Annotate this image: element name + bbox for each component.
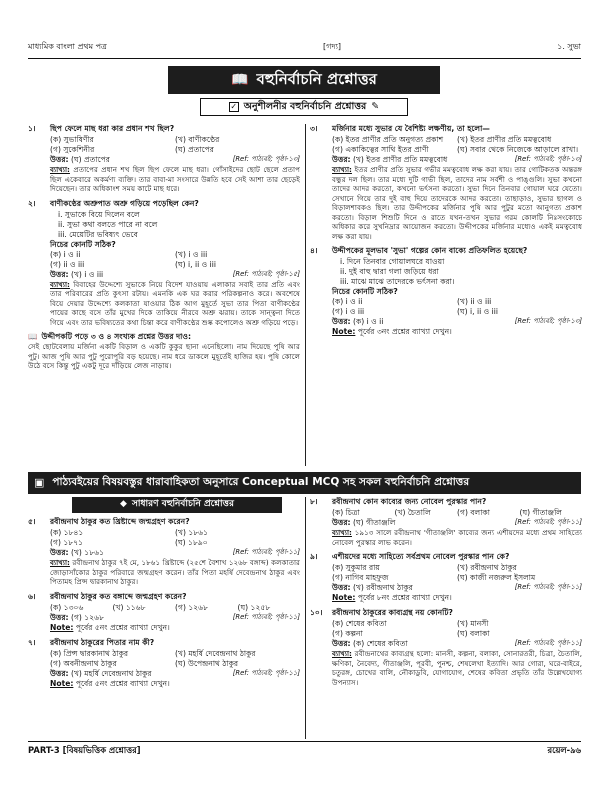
answer-line bbox=[310, 639, 582, 649]
question-text: রবীন্দ্রনাথ ঠাকুর কত বঙ্গাব্দে জন্মগ্রহণ করেন? bbox=[50, 591, 187, 601]
explanation bbox=[310, 165, 582, 241]
question-block bbox=[310, 246, 582, 337]
question-text: রবীন্দ্রনাথ ঠাকুরের পিতার নাম কী? bbox=[50, 637, 155, 647]
answer-group bbox=[332, 317, 383, 327]
option-item: (খ) মানসী bbox=[457, 619, 489, 629]
answer-line bbox=[28, 548, 300, 558]
statement-item: i. সুভাকে বিয়ে দিলেন বলে bbox=[58, 209, 140, 219]
explanation-label: ব্যাখ্যা: bbox=[50, 279, 70, 289]
explanation bbox=[28, 165, 300, 194]
footer-part: PART-3 [বিষয়ভিত্তিক প্রশ্নোত্তর] bbox=[28, 745, 141, 755]
explanation bbox=[28, 280, 300, 328]
explanation bbox=[310, 528, 582, 547]
option-item: (খ) ii ও iii bbox=[457, 297, 492, 307]
reference: [Ref: পাঠ্যবই: পৃষ্ঠা-১১] bbox=[232, 668, 300, 677]
note-label: Note: bbox=[332, 327, 356, 337]
passage-text: সেই ছোটবেলায় মর্জিনা একটি বিড়াল ও একটি কুকুর ছানা এনেছিলো। নাম দিয়েছে পুষি আর পুটু। আজ পুষি আর পুটু পুরোপুরি বড় হয়েছে। নাম ধরে ডাকলে মুহূর্তেই হাজির হয়। পুষি কোলে উঠে বসে কিন্তু পুটু একটু দূরে দাঁড়িয়ে লেজ নাড়ায়। bbox=[28, 342, 300, 371]
left-bottom-column bbox=[28, 517, 300, 739]
question-block bbox=[28, 199, 300, 328]
reference: [Ref: পাঠ্যবই: পৃষ্ঠা-১৩] bbox=[232, 155, 300, 164]
question-number: ৮। bbox=[310, 497, 318, 506]
question-stem bbox=[28, 592, 300, 602]
question-number: ১০। bbox=[310, 608, 323, 618]
option-item: (খ) চৈতালি bbox=[394, 508, 431, 518]
question-text: উদ্দীপকের মূলভাব 'সুভা' গল্পের কোন বাক্যে প্রতিফলিত হয়েছে? bbox=[332, 246, 528, 256]
note-text: পূর্বের ৩নং প্রশ্নের ব্যাখ্যা দেখুন। bbox=[357, 327, 452, 337]
options-grid bbox=[310, 563, 582, 583]
answer-line bbox=[28, 270, 300, 280]
question-block bbox=[310, 552, 582, 603]
conceptual-mcq-title: পাঠ্যবইয়ের বিষয়বস্তুর ধারাবাহিকতা অনুসারে Conceptual MCQ সহ সকল বহুনির্বাচনি প্রশ্নোত্তর bbox=[52, 476, 470, 489]
option-item: (গ) সুকেশিনীর bbox=[50, 145, 95, 155]
option-item: (খ) বাণীকণ্ঠের bbox=[175, 135, 220, 145]
which-correct-label: নিচের কোনটি সঠিক? bbox=[50, 239, 116, 249]
right-bottom-column bbox=[310, 497, 582, 739]
option-item: (খ) মহর্ষি দেবেন্দ্রনাথ ঠাকুর bbox=[175, 648, 256, 658]
options-grid bbox=[310, 508, 582, 518]
options-grid bbox=[28, 135, 300, 155]
question-stem bbox=[310, 246, 582, 256]
option-item: (ক) প্রিন্স দ্বারকানাথ ঠাকুর bbox=[50, 648, 129, 658]
question-block bbox=[28, 592, 300, 633]
answer-value: (খ) মহর্ষি দেবেন্দ্রনাথ ঠাকুর bbox=[70, 668, 152, 678]
option-item: (খ) রবীন্দ্রনাথ ঠাকুর bbox=[457, 563, 517, 573]
explanation-text: রবীন্দ্রনাথের কাব্যগ্রন্থ হলো: মানসী, কল্পনা, বলাকা, সোনারতরী, চিত্রা, চৈতালি, ক্ষণিকা, নৈবেদ্য, গীতাঞ্জলি, পূরবী, পুনশ্চ, শেষলেখা ইত্যাদি। আর গোরা, ঘরে-বাইরে, চতুরঙ্গ, চোখের বালি, নৌকাডুবি, যোগাযোগ, শেষের কবিতা প্রভৃতি তাঁর উল্লেখযোগ্য উপন্যাস। bbox=[332, 649, 582, 687]
main-title: বহুনির্বাচনি প্রশ্নোত্তর bbox=[256, 70, 377, 89]
question-text: রবীন্দ্রনাথ ঠাকুরের কাব্যগ্রন্থ নয় কোনটি? bbox=[332, 608, 453, 618]
options-grid bbox=[310, 619, 582, 639]
option-item: (ঘ) i, ii ও iii bbox=[175, 259, 216, 269]
option-item: (ঘ) কাজী নজরুল ইসলাম bbox=[457, 573, 536, 583]
answer-label: উত্তর: bbox=[332, 518, 351, 528]
question-text: মর্জিনার মধ্যে সুভার যে বৈশিষ্ট্য লক্ষণীয়, তা হলো— bbox=[332, 124, 490, 133]
answer-label: উত্তর: bbox=[50, 155, 69, 165]
options-grid bbox=[28, 528, 300, 548]
sub-title: অনুশীলনীর বহুনির্বাচনি প্রশ্নোত্তর bbox=[243, 100, 367, 112]
explanation-text: রবীন্দ্রনাথ ঠাকুর ৭ই মে, ১৮৬১ খ্রিষ্টাব্দে (২৫শে বৈশাখ ১২৬৮ বঙ্গাব্দ) কলকাতার জোড়াসাঁকোর ঠাকুর পরিবারে জন্মগ্রহণ করেন। তাঁর পিতা মহর্ষি দেবেন্দ্রনাথ ঠাকুর এবং পিতামহ প্রিন্স দ্বারকানাথ ঠাকুর। bbox=[50, 558, 300, 587]
option-item: (খ) ১১৬৮ bbox=[112, 602, 146, 612]
option-item: (ঘ) গীতাঞ্জলি bbox=[519, 508, 562, 518]
answer-group bbox=[332, 155, 447, 165]
question-number: ৯। bbox=[310, 552, 318, 562]
answer-value: (খ) i ও iii bbox=[70, 269, 104, 279]
note-label: Note: bbox=[50, 678, 74, 688]
option-item: (ঘ) প্রতাপের bbox=[175, 145, 214, 155]
reference: [Ref: পাঠ্যবই: পৃষ্ঠা-১১] bbox=[514, 583, 582, 592]
explanation-label: ব্যাখ্যা: bbox=[50, 165, 70, 175]
note-label: Note: bbox=[50, 622, 74, 632]
answer-label: উত্তর: bbox=[332, 639, 351, 649]
option-item: (ক) ১৩০৬ bbox=[50, 602, 84, 612]
general-mcq-title: সাধারণ বহুনির্বাচনি প্রশ্নোত্তর bbox=[131, 499, 234, 510]
option-item: (ক) i ও ii bbox=[50, 249, 81, 259]
question-number: ২। bbox=[28, 198, 36, 208]
note bbox=[28, 623, 300, 633]
options-grid bbox=[28, 649, 300, 669]
option-item: (ক) ১৮৪১ bbox=[50, 528, 84, 538]
option-item: (ঘ) উপেন্দ্রনাথ ঠাকুর bbox=[175, 658, 239, 668]
answer-group bbox=[50, 613, 104, 623]
statement-item: ii. সুভা কথা বলতে পারে না বলে bbox=[58, 219, 158, 229]
question-text: রবীন্দ্রনাথ কোন কাব্যের জন্য নোবেল পুরস্কার পান? bbox=[332, 497, 487, 506]
option-item: (ঘ) বলাকা bbox=[457, 629, 490, 639]
left-top-column bbox=[28, 124, 300, 466]
options-grid bbox=[310, 297, 582, 317]
option-item: (ঘ) i, ii ও iii bbox=[457, 307, 498, 317]
option-item: (ক) i ও ii bbox=[332, 297, 363, 307]
answer-value: (ক) i ও ii bbox=[352, 317, 384, 327]
answer-value: (ঘ) গীতাঞ্জলি bbox=[352, 518, 396, 528]
answer-value: (খ) ১৮৬১ bbox=[70, 548, 105, 558]
answer-group bbox=[50, 669, 152, 679]
question-block bbox=[310, 608, 582, 687]
note-text: পূর্বের ৮নং প্রশ্নের ব্যাখ্যা দেখুন। bbox=[357, 593, 452, 603]
question-stem bbox=[310, 124, 582, 134]
answer-group bbox=[50, 270, 103, 280]
answer-value: (ক) শেষের কবিতা bbox=[352, 639, 408, 649]
option-item: (গ) ১২৬৮ bbox=[175, 602, 209, 612]
explanation-text: ইতর প্রাণীর প্রতি সুভার গভীর মমত্ববোধ লক্ষ করা যায়। তার গোটিকতক অন্তরঙ্গ বন্ধুর দল ছিল। তার মধ্যে দুটি গাভী ছিল, তাদের নাম সর্বশী ও পাঙ্গুলি। সুভা কখনো তাদের আদর করতো, কখনো ভর্ৎসনা করতো। সুভা দিনে তিনবার গোয়াল ঘরে যেতো। সেখানে গিয়ে তার দুই বাহু দিয়ে তাদেরকে আদর করতো। তাছাড়াও, সুভার ছাগল ও বিড়ালশাবকও ছিল। তার উদ্দীপকের মর্জিনার পুষি আর পুটুর মতো আনুগত্য প্রকাশ করতো। বিড়াল শিশুটি দিনে ও রাতে যখন-তখন সুভার গরম কোলটি নিঃসংকোচে অধিকার করে সুখনিদ্রার আয়োজন করতো। উদ্দীপকের মর্জিনার মধ্যেও একই মমত্ববোধ লক্ষ করা যায়। bbox=[332, 165, 582, 241]
answer-value: (খ) ইতর প্রাণীর প্রতি মমত্ববোধ bbox=[352, 155, 448, 165]
option-item: (ক) ইতর প্রাণীর প্রতি অনুগত্য প্রকাশ bbox=[332, 135, 444, 145]
reference: [Ref: পাঠ্যবই: পৃষ্ঠা-১৩] bbox=[514, 317, 582, 326]
question-stem bbox=[28, 199, 300, 209]
checkbox-icon: ✓ bbox=[230, 102, 238, 111]
option-item: (গ) ১৮৭১ bbox=[50, 538, 84, 548]
question-number: ৫। bbox=[28, 517, 36, 526]
spacer bbox=[28, 689, 300, 694]
reference: [Ref: পাঠ্যবই: পৃষ্ঠা-১৩] bbox=[514, 155, 582, 164]
answer-group bbox=[332, 518, 395, 528]
sub-title-banner bbox=[200, 98, 408, 116]
explanation bbox=[28, 558, 300, 587]
option-item: (ঘ) সবার থেকে নিজেকে আড়ালে রাখা। bbox=[457, 145, 579, 155]
footer bbox=[28, 745, 581, 756]
question-number: ১। bbox=[28, 124, 36, 133]
answer-value: (খ) রবীন্দ্রনাথ ঠাকুর bbox=[352, 583, 413, 593]
book-icon: ▣ bbox=[34, 475, 45, 489]
answer-label: উত্তর: bbox=[332, 155, 351, 165]
header-divider bbox=[28, 58, 581, 59]
option-item: (গ) ii ও iii bbox=[50, 259, 85, 269]
option-item: (ঘ) ১৮৯০ bbox=[175, 538, 208, 548]
question-stem bbox=[310, 608, 582, 618]
question-number: ৩। bbox=[310, 124, 318, 133]
explanation-label: ব্যাখ্যা: bbox=[332, 649, 352, 659]
spacer bbox=[310, 687, 582, 692]
answer-label: উত্তর: bbox=[332, 583, 351, 593]
right-top-column bbox=[310, 124, 582, 466]
option-item: (গ) কল্পনা bbox=[332, 629, 363, 639]
footer-page-number: রয়েল-৯৬ bbox=[547, 745, 581, 755]
answer-group bbox=[50, 548, 104, 558]
explanation-label: ব্যাখ্যা: bbox=[50, 558, 70, 568]
question-block bbox=[28, 517, 300, 587]
note-text: পূর্বের ৫নং প্রশ্নের ব্যাখ্যা দেখুন। bbox=[75, 678, 170, 688]
reference: [Ref: পাঠ্যবই: পৃষ্ঠা-১১] bbox=[232, 612, 300, 621]
which-correct-label: নিচের কোনটি সঠিক? bbox=[332, 287, 398, 297]
statement-item: i. দিনে তিনবার গোয়ালঘরে যাওয়া bbox=[340, 257, 445, 267]
option-item: (ঘ) ১২৫৮ bbox=[237, 602, 271, 612]
question-number: ৪। bbox=[310, 246, 318, 256]
note-label: Note: bbox=[332, 593, 356, 603]
running-header bbox=[28, 42, 581, 56]
option-item: (খ) ইতর প্রাণীর প্রতি মমত্ববোধ bbox=[457, 135, 552, 145]
answer-value: (ঘ) প্রতাপের bbox=[70, 155, 110, 165]
question-text: বাণীকণ্ঠের অশ্রুপাত অশ্রু গড়িয়ে পড়েছিল কেন? bbox=[50, 198, 199, 208]
answer-group bbox=[332, 583, 413, 593]
question-text: রবীন্দ্রনাথ ঠাকুর কত খ্রিষ্টাব্দে জন্মগ্রহণ করেন? bbox=[50, 517, 190, 526]
answer-label: উত্তর: bbox=[332, 317, 351, 327]
option-item: (গ) একাকিত্বের সাথি ইতর প্রাণী bbox=[332, 145, 429, 155]
conceptual-mcq-banner bbox=[28, 472, 581, 494]
question-stem bbox=[28, 517, 300, 527]
option-item: (ক) সুভাষিণীর bbox=[50, 135, 94, 145]
diamond-icon: ◆ bbox=[120, 499, 127, 510]
options-grid bbox=[28, 603, 300, 613]
answer-label: উত্তর: bbox=[50, 612, 69, 622]
explanation-text: ১৯১৩ সালে রবীন্দ্রনাথ 'গীতাঞ্জলি' কাব্যের জন্য এশীয়দের মধ্যে প্রথম সাহিত্যে নোবেল পুরস্কার লাভ করেন। bbox=[332, 528, 582, 547]
book-open-icon: 📖 bbox=[28, 332, 38, 342]
pencil-icon: ✎ bbox=[371, 100, 380, 112]
statement-item: ii. দুই বাহু দ্বারা গলা জড়িয়ে ধরা bbox=[340, 267, 439, 277]
question-block bbox=[310, 497, 582, 547]
answer-label: উত্তর: bbox=[50, 668, 69, 678]
question-stem bbox=[28, 638, 300, 648]
main-title-banner bbox=[168, 66, 440, 94]
question-number: ৭। bbox=[28, 637, 36, 647]
explanation-text: বিবাহের উদ্দেশ্যে সুভাকে নিয়ে বিদেশ যাওয়ায় এলাকার সবাই তার প্রতি এবং তার পরিবারের প্রতি কুৎসা রটায়। এমনকি এক ঘর করার পরিকল্পনাও করে। অবশেষে বিয়ে দেয়ার উদ্দেশ্যে কলকাতা যাওয়ার ঠিক আগ মুহূর্তে সুভা তার পিতা বাণীকণ্ঠের পায়ের কাছে বসে তাঁর মুখের দিকে তাকিয়ে নীরবে অশ্রু ঝরায়। তাকে সান্ত্বনা দিতে গিয়ে এবং তার ভবিষ্যতের কথা চিন্তা করে বাণীকণ্ঠের শুষ্ক কপোলেও অশ্রু গড়িয়ে পড়ে। bbox=[50, 279, 300, 327]
option-item: (ক) শেষের কবিতা bbox=[332, 619, 387, 629]
option-item: (গ) নাগিব মাহফুজ bbox=[332, 573, 389, 583]
note bbox=[310, 593, 582, 603]
answer-group bbox=[332, 639, 408, 649]
header-section: [গদ্য] bbox=[323, 42, 342, 51]
explanation-text: প্রতাপের প্রধান শখ ছিল ছিপ ফেলে মাছ ধরা। গোঁসাইদের ছোট ছেলে প্রতাপ ছিল একেবারে অকর্মণ্য ব্যক্তি। তার বাবা-মা সংসারে উন্নতি হবে সেই আশা তার ছেড়েই দিয়েছেন। তার অধিকাংশ সময় কাটে মাছ ধরে। bbox=[50, 165, 300, 194]
option-item: (গ) অবনীন্দ্রনাথ ঠাকুর bbox=[50, 658, 117, 668]
header-chapter: ১. সুভা bbox=[557, 42, 581, 51]
reference: [Ref: পাঠ্যবই: পৃষ্ঠা-১১] bbox=[514, 639, 582, 648]
explanation bbox=[310, 649, 582, 687]
question-block bbox=[28, 638, 300, 689]
book-open-icon: 📖 bbox=[231, 71, 249, 88]
question-text: ছিপ ফেলে মাছ ধরা কার প্রধান শখ ছিল? bbox=[50, 124, 175, 133]
note bbox=[310, 327, 582, 337]
column-divider-bottom bbox=[305, 497, 306, 739]
answer-line bbox=[310, 518, 582, 528]
reference: [Ref: পাঠ্যবই: পৃষ্ঠা-১৫] bbox=[232, 269, 300, 278]
answer-line bbox=[310, 583, 582, 593]
question-block bbox=[310, 124, 582, 241]
note bbox=[28, 679, 300, 689]
statement-item: iii. মেয়েটির ভবিষ্যৎ ভেবে bbox=[58, 229, 138, 239]
question-stem bbox=[310, 497, 582, 507]
answer-label: উত্তর: bbox=[50, 269, 69, 279]
option-item: (খ) ১৮৬১ bbox=[175, 528, 209, 538]
reference: [Ref: পাঠ্যবই: পৃষ্ঠা-১১] bbox=[232, 548, 300, 557]
answer-value: (গ) ১২৬৮ bbox=[70, 612, 105, 622]
question-stem bbox=[28, 124, 300, 134]
spacer bbox=[310, 337, 582, 342]
answer-line bbox=[28, 613, 300, 623]
question-number: ৬। bbox=[28, 591, 36, 601]
passage-heading bbox=[28, 332, 300, 342]
answer-line bbox=[310, 317, 582, 327]
answer-line bbox=[310, 155, 582, 165]
statement-item: iii. মাঝে মাঝে তাদেরকে ভর্ৎসনা করা। bbox=[340, 277, 455, 287]
options-grid bbox=[310, 135, 582, 155]
option-item: (গ) i ও iii bbox=[332, 307, 365, 317]
header-subject: মাধ্যমিক বাংলা প্রথম পত্র bbox=[28, 42, 107, 51]
answer-group bbox=[50, 155, 110, 165]
general-mcq-banner bbox=[72, 497, 282, 513]
explanation-label: ব্যাখ্যা: bbox=[332, 528, 352, 538]
question-stem bbox=[310, 552, 582, 562]
question-text: এশীয়দের মধ্যে সাহিত্যে সর্বপ্রথম নোবেল পুরস্কার পান কে? bbox=[332, 552, 510, 562]
explanation-label: ব্যাখ্যা: bbox=[332, 165, 352, 175]
note-text: পূর্বের ৫নং প্রশ্নের ব্যাখ্যা দেখুন। bbox=[75, 622, 170, 632]
option-item: (খ) i ও iii bbox=[175, 249, 208, 259]
options-grid bbox=[28, 250, 300, 270]
answer-line bbox=[28, 155, 300, 165]
option-item: (ক) চিত্রা bbox=[332, 508, 360, 518]
option-item: (গ) বলাকা bbox=[457, 508, 490, 518]
reference: [Ref: পাঠ্যবই: পৃষ্ঠা-১১] bbox=[514, 518, 582, 527]
question-block bbox=[28, 124, 300, 194]
passage-title-text: উদ্দীপকটি পড়ে ৩ ও ৪ সংখ্যক প্রশ্নের উত্তর দাও: bbox=[41, 332, 191, 342]
answer-line bbox=[28, 669, 300, 679]
option-item: (ক) সুকুমার রায় bbox=[332, 563, 380, 573]
column-divider bbox=[305, 124, 306, 466]
footer-divider bbox=[28, 741, 581, 742]
answer-label: উত্তর: bbox=[50, 548, 69, 558]
